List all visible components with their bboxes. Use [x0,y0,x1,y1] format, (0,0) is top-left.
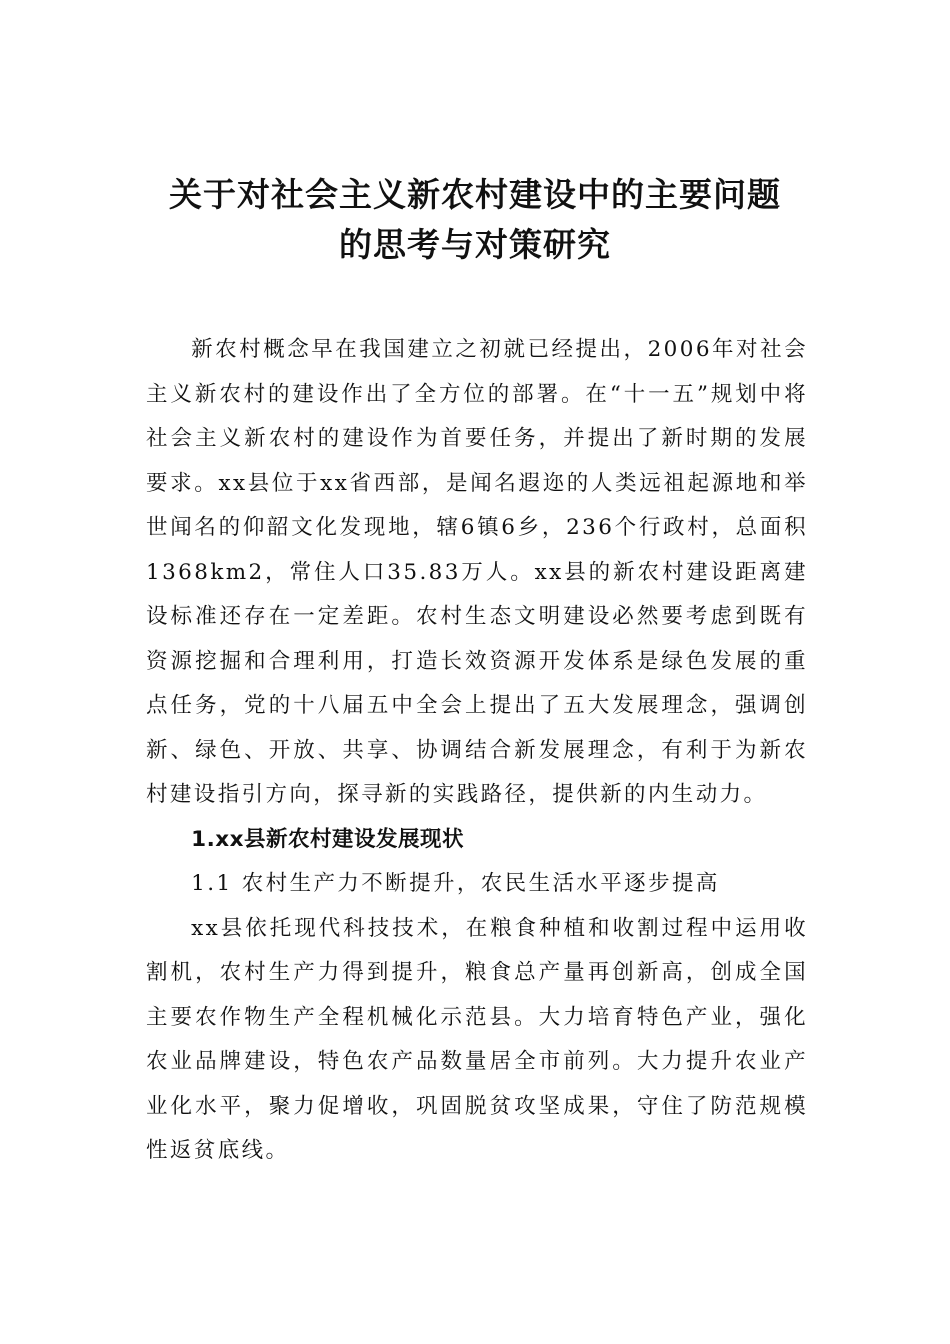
section-1-1-paragraph: xx县依托现代科技技术，在粮食种植和收割过程中运用收割机，农村生产力得到提升，粮食总产量再创新高，创成全国主要农作物生产全程机械化示范县。大力培育特色产业，强化农业品牌建设，特色农产品数量居全市前列。大力提升农业产业化水平，聚力促增收，巩固脱贫攻坚成果，守住了防范规模性返贫底线。 [146,915,808,1163]
title-line-1: 关于对社会主义新农村建设中的主要问题 [169,175,781,214]
section-heading-1: 1.xx县新农村建设发展现状 [191,826,465,852]
intro-paragraph: 新农村概念早在我国建立之初就已经提出，2006年对社会主义新农村的建设作出了全方位的部署。在“十一五”规划中将社会主义新农村的建设作为首要任务，并提出了新时期的发展要求。xx县位于xx省西部，是闻名遐迩的人类远祖起源地和举世闻名的仰韶文化发现地，辖6镇6乡，236个行政村，总面积1368km2，常住人口35.83万人。xx县的新农村建设距离建设标准还存在一定差距。农村生态文明建设必然要考虑到既有资源挖掘和合理利用，打造长效资源开发体系是绿色发展的重点任务，党的十八届五中全会上提出了五大发展理念，强调创新、绿色、开放、共享、协调结合新发展理念，有利于为新农村建设指引方向，探寻新的实践路径，提供新的内生动力。 [146,337,808,807]
document-body [146,328,808,1174]
document-title [120,170,830,270]
title-line-2: 的思考与对策研究 [339,225,611,264]
section-heading-1-1: 1.1 农村生产力不断提升，农民生活水平逐步提高 [191,871,720,896]
